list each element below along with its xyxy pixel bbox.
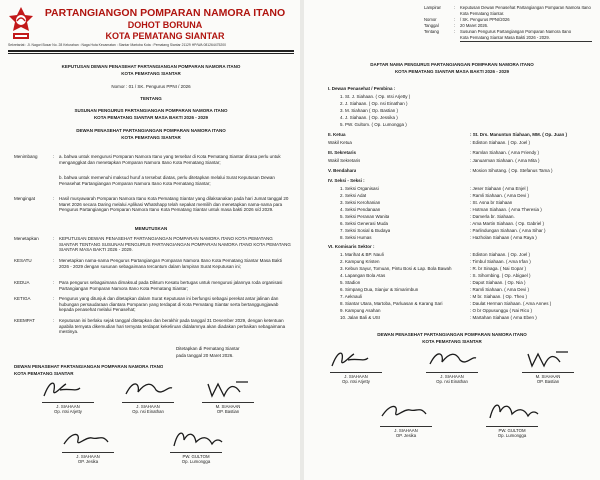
signer-title: Op. nsi Einathan (436, 378, 468, 384)
signature-block (374, 400, 438, 438)
signature-block (164, 428, 228, 464)
sector-value: : Timbul Siahaan. ( Ama Irfan ) (470, 259, 531, 264)
attachment-about-colon: : (454, 29, 456, 34)
section-label: 6. Seksi Generasi Muda (340, 221, 389, 226)
sector-value: : Ediston Siahaan. ( Op. Joel ) (470, 252, 531, 257)
attachment-page (304, 0, 600, 480)
handwritten-signature-icon (420, 346, 484, 372)
considering-colon: : (53, 154, 55, 159)
third-colon: : (53, 296, 55, 301)
officer-label: Wakil Ketua (328, 140, 352, 145)
handwritten-signature-icon (480, 400, 544, 426)
officer-label: V. Bendahara (328, 168, 357, 173)
organization-logo-icon (8, 6, 34, 42)
attachment-text-1: Keputusan Dewan Penasehat Partangiangan Pomparan Namora Itano (460, 5, 591, 10)
section-value: : Ama Martin Siahaan. ( Op. Gabriel ) (470, 221, 545, 226)
org-city: KOTA PEMATANG SIANTAR (105, 31, 225, 41)
handwritten-signature-icon (36, 376, 100, 402)
signer-title: Op. ntsi Arjetty (342, 378, 370, 384)
signer-name: J. SIAHAAN (136, 403, 160, 409)
decision-number: Nomor : 01 / SK. Pengurus PPNI / 2026 (111, 84, 191, 89)
officer-value: : Mosion Sihotang. ( Op. Stefanus Tama ) (470, 168, 553, 173)
section-label: 4. Seksi Pendanaan (340, 207, 381, 212)
section-value: : Parlindungan Siahaan. ( Ama Sihar ) (470, 228, 546, 233)
attachment-underline (460, 41, 592, 42)
set-at: Ditetapkan di Pematang Siantar (176, 346, 240, 351)
signature-block (56, 428, 120, 464)
handwritten-signature-icon (374, 400, 438, 426)
section-label: 5. Seksi Peranan Wanita (340, 214, 390, 219)
section-label: 1. Seksi Organisasi (340, 186, 379, 191)
set-date: pada tanggal 20 Maret 2026. (176, 353, 234, 358)
attachment-date-colon: : (454, 23, 456, 28)
handwritten-signature-icon (324, 346, 388, 372)
list-item: 5. PW. Gultom. ( Op. Lumongga ) (340, 122, 407, 127)
signer-name: M. SIAHAAN (215, 403, 241, 409)
section-value: : Hazholan Siahaan ( Ama Raya ) (470, 235, 537, 240)
signer-title: Op. ntsi Arjetty (54, 408, 82, 414)
list-item: 2. J. Siahaan. ( Op. nsi Einathan ) (340, 101, 408, 106)
first-text: Menetapkan nama-nama Pengurus Partangiangan Pomparan Namora Itano Kota Pematang Siantar Masa Bakti 2026 - 2029 dengan susunan sebagaimana tercantum dalam lampiran Surat Keputusan ini; (59, 258, 282, 269)
sector-label: 2. Kampung Kristen (340, 259, 380, 264)
handwritten-signature-icon (196, 376, 260, 402)
sign-board-line-1: DEWAN PENASEHAT PARTANGIANGAN POMPARAN NAMORA ITANO (14, 364, 164, 369)
sector-label: 3. Kebun Sayur, Tomuan, Pintu Bosi & Lap. Bola Bawah (340, 266, 452, 271)
fourth-label: KEEMPAT (14, 318, 35, 323)
officer-value: : St. Drs. Manuntun Siahaan, MM. ( Op. Juan ) (470, 132, 568, 137)
signer-name: J. SIAHAAN (56, 403, 80, 409)
topic-line-2: KOTA PEMATANG SIANTAR MASA BAKTI 2026 - 2029 (93, 115, 209, 120)
section-value: : St. Asna br Siahaan (470, 200, 513, 205)
sector-value: : Ramli Siahaan. ( Ama Devi ) (470, 287, 530, 292)
letterhead-rule-thin (8, 53, 294, 54)
sign-board-line-2: KOTA PEMATANG SIANTAR (14, 371, 74, 376)
sign-board-line-2: KOTA PEMATANG SIANTAR (422, 339, 482, 344)
signer-name: PW. GULTOM (498, 427, 526, 433)
attachment-number-colon: : (454, 17, 456, 22)
establish-label: Menetapkan (14, 236, 39, 241)
org-name: PARTANGIANGON POMPARAN NAMORA ITANO (44, 7, 286, 19)
letterhead-rule-thick (8, 50, 294, 52)
handwritten-signature-icon (56, 428, 120, 452)
sector-value: : Dapot Siahaan. ( Op. Nia ) (470, 280, 526, 285)
sector-label: 1. Marihat & BP. Nauli (340, 252, 384, 257)
section-label: 8. Seksi Humas (340, 235, 372, 240)
third-label: KETIGA (14, 296, 31, 301)
considering-label: Menimbang (14, 154, 38, 159)
second-text: Para pengurus sebagaimana dimaksud pada Diktum Kesatu bertugas untuk mengurusi jalannya roda organisasi Partangiangan Pomparan Namora Itano Kota Pematang Siantar; (59, 280, 283, 291)
establish-text: KEPUTUSAN DEWAN PENASEHAT PARTANGIANGAN POMPARAN NAMORA ITANO KOTA PEMATANG SIANTAR TENTANG SUSUNAN PENGURUS PARTANGIANGAN POMPARAN NAMORA ITANO KOTA PEMATANG SIANTAR MASA BAKTI 2026 - 2029. (59, 236, 291, 253)
attachment-date: 20 Maret 2026. (460, 23, 489, 28)
officer-label: II. Ketua (328, 132, 346, 137)
officer-value: : Januarman Siahaan. ( Ama Mita ) (470, 158, 540, 163)
fourth-text: Keputusan ini berlaku sejak tanggal ditetapkan dan berakhir pada tanggal 31 Desember 2029, dengan ketentuan apabila ternyata dikemudian hari ternyata terdapat kekeliruan didalamnya akan diadakan perbaikan sebagaimana mestinya. (59, 318, 286, 335)
signer-title: Op. nsi Einathan (132, 408, 164, 414)
decision-city: KOTA PEMATANG SIANTAR (121, 71, 181, 76)
decision-title: KEPUTUSAN DEWAN PENASEHAT PARTANGIANGAN POMPARAN NAMORA ITANO (61, 64, 241, 69)
signer-name: PW. GULTOM (182, 453, 210, 459)
second-label: KEDUA (14, 280, 30, 285)
attachment-about-1: Susunan Pengurus Partangiangan Pomparan Namora Itano (460, 29, 572, 34)
remembering-text: Hasil musyawarah Pomparan Namora Itano Kota Pematang Siantar yang dilaksanakan pada hari Jumat tanggal 20 Maret 2026 secara Daring melalui Aplikasi Whatshapp telah sepakat memilih dan menetapkan nama-nama para Pengurus Partangiangan Pomparan Namora Itano Kota Pematang Siantar untuk masa bakti 2026 s/d 2029. (59, 196, 289, 213)
topic-line-1: SUSUNAN PENGURUS PARTANGIANGAN POMPARAN NAMORA ITANO (74, 108, 228, 113)
section-label: 7. Seksi Sosial & Budaya (340, 228, 391, 233)
list-title-1: DAFTAR NAMA PENGURUS PARTANGIANGAN POMPARAN NAMORA ITANO (370, 62, 534, 67)
signer-name: J. SIAHAAN (76, 453, 100, 459)
sector-label: 8. Siantar Utara, Martoba, Parluasan & Karang Sari (340, 301, 443, 306)
sector-label: 6. Simpang Dua, Sianjur & Simarimbun (340, 287, 419, 292)
list-item: 3. M. Siahaan ( Op. Bastian ) (340, 108, 399, 113)
section-value: : Jeser Siahaan ( Ama Enjel ) (470, 186, 529, 191)
second-colon: : (53, 280, 55, 285)
handwritten-signature-icon (516, 346, 580, 372)
signer-name: M. SIAHAAN (535, 373, 561, 379)
sector-label: 4. Lapangan Bola Atas (340, 273, 386, 278)
list-item: 4. J. Siahaan. ( Op. Jessika ) (340, 115, 398, 120)
attachment-colon: : (454, 5, 456, 10)
list-title-2: KOTA PEMATANG SIANTAR MASA BAKTI 2026 - 2029 (394, 69, 510, 74)
signer-title: Op. Lumongga (497, 432, 527, 438)
section-value: : Damerla br. Siahaan. (470, 214, 515, 219)
signature-block (116, 376, 180, 414)
remembering-label: Mengingat (14, 196, 36, 201)
sector-value: : M br. Siahaan. ( Op. Theo ) (470, 294, 527, 299)
section-label: 3. Seksi Kerohanian (340, 200, 381, 205)
officer-label: Wakil Sekretaris (328, 158, 361, 163)
officer-label: III. Sekretaris (328, 150, 357, 155)
attachment-text-2: Kota Pematang Siantar. (460, 10, 505, 16)
sign-board-line-1: DEWAN PENASEHAT PARTANGIANGAN POMPARAN NAMORA ITANO (377, 332, 527, 337)
sector-value: : O br Oppusunggu ( Nai Rico ) (470, 308, 533, 313)
sector-value: : S. Sihombing. ( Op. Abigael ) (470, 273, 531, 278)
sector-label: 5. Stadion (340, 280, 361, 285)
signer-title: OP. Jesika (395, 432, 417, 438)
sector-label: 7. Aeknauli (340, 294, 363, 299)
signature-block (480, 400, 544, 438)
sections-heading: IV. Seksi - Seksi : (328, 178, 365, 183)
attachment-about-label: Tentang (424, 29, 439, 34)
fourth-colon: : (53, 318, 55, 323)
attachment-about-2: Kota Pematang Siantar Masa Bakti 2026 - 2029. (460, 34, 550, 40)
signature-block (196, 376, 260, 414)
board-line-1: DEWAN PENASEHAT PARTANGIANGAN POMPARAN NAMORA ITANO (76, 128, 226, 133)
handwritten-signature-icon (116, 376, 180, 402)
first-label: KESATU (14, 258, 32, 263)
signer-name: J. SIAHAAN (344, 373, 368, 379)
signature-block (324, 346, 388, 384)
attachment-label: Lampiran (424, 5, 442, 10)
signer-title: OP. Bastian (536, 378, 560, 384)
about-heading: TENTANG (140, 96, 162, 101)
sector-value: : R. br Sinaga. ( Nai Gopar ) (470, 266, 527, 271)
first-colon: : (53, 258, 55, 263)
establish-colon: : (53, 236, 55, 241)
decides-heading: MEMUTUSKAN (134, 226, 168, 231)
sector-value: : Daulat Herman Siahaan. ( Ama Annes ) (470, 301, 552, 306)
board-line-2: KOTA PEMATANG SIANTAR (121, 135, 181, 140)
sector-label: 10. Jalan Bali & USI (340, 315, 381, 320)
sector-heading: VI. Komisaris Sektor : (328, 244, 375, 249)
signer-name: J. SIAHAAN (440, 373, 464, 379)
list-item: 1. St. J. Siahaan. ( Op. ntsi Arjetty ) (340, 94, 411, 99)
advisor-heading: I. Dewan Penasehat / Pembina : (328, 86, 396, 91)
signer-title: OP. Bastian (216, 408, 240, 414)
signer-title: Op. Lumongga (181, 458, 211, 464)
section-value: : Ramli Siahaan. ( Ama Devi ) (470, 193, 530, 198)
section-value: : Hotman Siahaan. ( Ama Theresia ) (470, 207, 542, 212)
sector-value: : Martahan Siahaan ( Ama Eben ) (470, 315, 537, 320)
attachment-date-label: Tanggal (424, 23, 439, 28)
signature-block (420, 346, 484, 384)
officer-value: : Ediston Siahaan. ( Op. Joel ) (470, 140, 531, 145)
attachment-number: / SK. Pengurus PPNI/2026 (460, 17, 510, 22)
signature-block (516, 346, 580, 384)
signature-block (36, 376, 100, 414)
attachment-number-label: Nomor (424, 17, 437, 22)
officer-value: : Ramlan Siahaan. ( Ama Friendy ) (470, 150, 540, 155)
letterhead-address: Sekretariat : Jl. Nagori Bosar No. 28 Kelurahan : Naga Huta Kecamatan : Siantar Martoba Kota : Pematang Siantar 21129 HP/WA 081264475200 (8, 43, 227, 47)
third-text: Pengurus yang ditunjuk dan ditetapkan dalam Surat Keputusan ini berfungsi sebagai perekat antar jalinan dan hubungan persaudaraan diantara Pomparan yang terdapat di Kota Pematang Siantar serta bertanggungjawab kepada penasehat melalui Penasehat; (59, 296, 279, 313)
section-label: 2. Seksi Adat (340, 193, 367, 198)
org-subname: DOHOT BORUNA (127, 20, 203, 30)
considering-b: b. bahwa untuk memenuhi maksud huruf a tersebut diatas, perlu ditetapkan melalui Surat Keputusan Dewan Penasehat Partangiangan Pomparan Namora Itano Kota Pematang Siantar; (59, 175, 275, 186)
handwritten-signature-icon (164, 428, 228, 452)
remembering-colon: : (53, 196, 55, 201)
considering-a: a. bahwa untuk mengurusi Pomparan Namora Itano yang tersebar di Kota Pematang Siantar dirasa perlu untuk menganggkat dan menetapkan Pomparan Namora Itano Kota Pematang Siantar; (59, 154, 281, 165)
signer-name: J. SIAHAAN (394, 427, 418, 433)
signer-title: OP. Jesika (77, 458, 99, 464)
sector-label: 9. Kampung Asahan (340, 308, 381, 313)
